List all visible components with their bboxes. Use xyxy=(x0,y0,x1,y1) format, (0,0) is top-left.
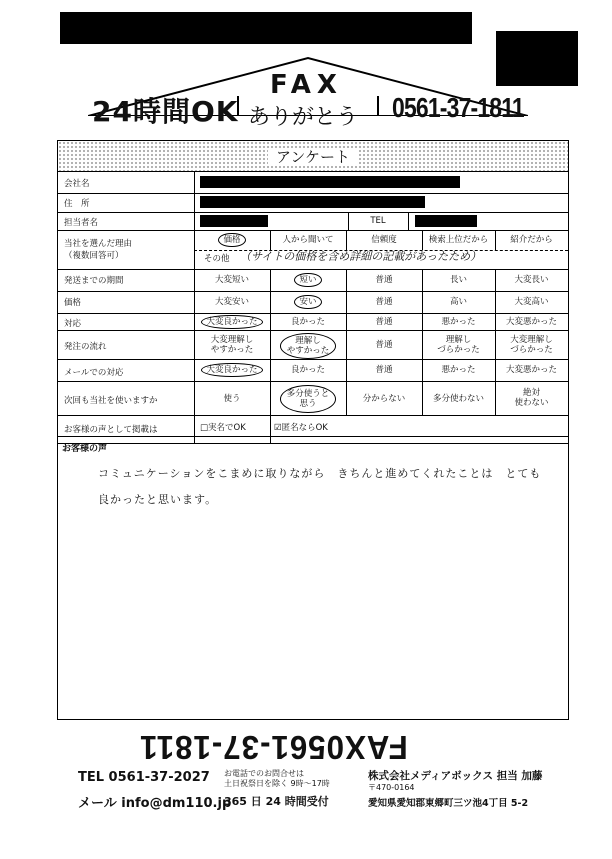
next-option-5[interactable]: 絶対 使わない xyxy=(514,388,549,408)
period-option-1[interactable]: 大変短い xyxy=(214,275,249,285)
next-option-4[interactable]: 多分使わない xyxy=(432,394,484,404)
price-option-5[interactable]: 大変高い xyxy=(514,297,549,307)
survey-form xyxy=(57,140,569,444)
price-option-3[interactable]: 普通 xyxy=(375,297,393,307)
publish-anonymous-checkbox[interactable]: ☑匿名ならOK xyxy=(274,423,328,433)
period-option-4[interactable]: 長い xyxy=(449,275,467,285)
response-option-2[interactable]: 良かった xyxy=(290,317,325,327)
flow-option-3[interactable]: 普通 xyxy=(375,340,393,350)
flow-option-5[interactable]: 大変理解し づらかった xyxy=(510,335,553,355)
reason-option-referral[interactable]: 人から聞いて xyxy=(282,235,334,245)
voice-title: お客様の声 xyxy=(62,444,108,454)
mirrored-fax-number: FAX0561-37-1811 xyxy=(139,729,408,766)
response-option-3[interactable]: 普通 xyxy=(375,317,393,327)
next-option-1[interactable]: 使う xyxy=(223,394,241,404)
flow-option-2[interactable]: 理解し やすかった xyxy=(270,333,346,359)
footer-tel: TEL 0561-37-2027 xyxy=(78,770,210,785)
label-flow: 発注の流れ xyxy=(64,342,107,352)
label-reason-note: （複数回答可） xyxy=(64,251,124,261)
footer-inquiry-2: 土日祝祭日を除く 9時〜17時 xyxy=(224,779,330,788)
period-option-5[interactable]: 大変長い xyxy=(514,275,549,285)
footer-company: 株式会社メディアボックス 担当 加藤 xyxy=(368,770,543,782)
redacted-header-bar xyxy=(60,12,472,44)
label-tel: TEL xyxy=(370,216,386,226)
redacted-company xyxy=(200,176,460,188)
footer-mail: メール info@dm110.jp xyxy=(78,796,232,811)
next-option-3[interactable]: 分からない xyxy=(362,394,406,404)
label-contact: 担当者名 xyxy=(64,218,99,228)
email-option-4[interactable]: 悪かった xyxy=(441,365,476,375)
email-option-3[interactable]: 普通 xyxy=(375,365,393,375)
email-option-1[interactable]: 大変良かった xyxy=(201,363,262,377)
price-option-4[interactable]: 高い xyxy=(449,297,467,307)
label-period: 発送までの期間 xyxy=(64,276,124,286)
publish-real-name-checkbox[interactable]: □実名でOK xyxy=(200,423,246,433)
voice-line-2: 良かったと思います。 xyxy=(98,493,218,506)
reason-option-introduction[interactable]: 紹介だから xyxy=(510,235,553,245)
label-email: メールでの対応 xyxy=(64,368,124,378)
survey-title-band xyxy=(58,141,568,172)
period-option-3[interactable]: 普通 xyxy=(375,275,393,285)
label-address: 住 所 xyxy=(64,199,90,209)
email-option-5[interactable]: 大変悪かった xyxy=(505,365,557,375)
label-next: 次回も当社を使いますか xyxy=(64,396,158,406)
voice-line-1: コミュニケーションをこまめに取りながら きちんと進めてくれたことは とても xyxy=(98,467,542,480)
price-option-2[interactable]: 安い xyxy=(294,295,321,309)
price-option-1[interactable]: 大変安い xyxy=(214,297,249,307)
label-response: 対応 xyxy=(64,319,82,329)
footer-inquiry-1: お電話でのお問合せは xyxy=(224,769,304,778)
redacted-address xyxy=(200,196,425,208)
flow-option-4[interactable]: 理解し づらかった xyxy=(437,335,480,355)
flow-option-1[interactable]: 大変理解し やすかった xyxy=(210,335,254,355)
reason-option-price[interactable]: 価格 xyxy=(218,233,245,247)
survey-title: アンケート xyxy=(268,148,358,166)
response-option-4[interactable]: 悪かった xyxy=(441,317,476,327)
response-option-5[interactable]: 大変悪かった xyxy=(505,317,557,327)
next-option-2[interactable]: 多分使うと 思う xyxy=(270,385,346,413)
label-reason: 当社を選んだ理由 xyxy=(64,239,133,249)
redacted-tel xyxy=(415,215,477,227)
thanks-heading: ありがとう xyxy=(248,105,359,130)
fax-number-heading: 0561-37-1811 xyxy=(392,92,524,123)
footer-address: 愛知県愛知郡東郷町三ツ池4丁目 5-2 xyxy=(368,798,529,809)
response-option-1[interactable]: 大変良かった xyxy=(201,315,262,329)
reason-other-text: （サイトの価格を含め詳細の記載があったため） xyxy=(240,250,482,263)
footer-zip: 〒470-0164 xyxy=(368,783,415,792)
label-publish: お客様の声として掲載は xyxy=(64,425,158,435)
period-option-2[interactable]: 短い xyxy=(294,273,321,287)
footer-24h: 365 日 24 時間受付 xyxy=(224,795,329,808)
customer-voice-box xyxy=(57,436,569,720)
redacted-contact xyxy=(200,215,268,227)
hours-ok-heading: 24時間OK xyxy=(92,95,239,128)
email-option-2[interactable]: 良かった xyxy=(290,365,325,375)
reason-other-label: その他 xyxy=(204,254,230,264)
fax-heading: FAX xyxy=(270,70,343,100)
reason-option-trust[interactable]: 信頼度 xyxy=(371,235,397,245)
label-company: 会社名 xyxy=(64,179,90,189)
label-price: 価格 xyxy=(64,298,82,308)
reason-option-search[interactable]: 検索上位だから xyxy=(428,235,489,245)
